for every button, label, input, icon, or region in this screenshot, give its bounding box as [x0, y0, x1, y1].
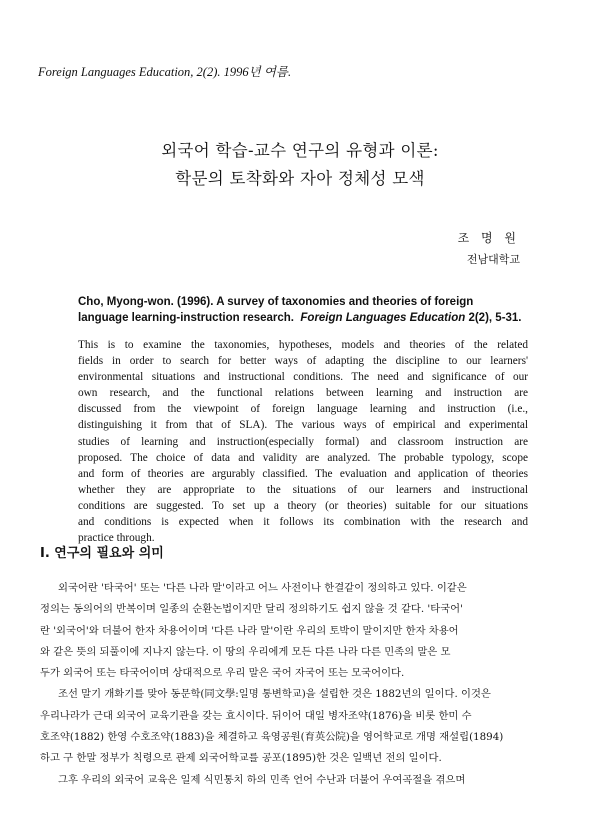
body-line: 하고 구 한말 정부가 칙령으로 관제 외국어학교를 공포(1895)한 것은 일백년 전의 일이다. [40, 752, 442, 765]
abstract-line: distinguishing it from that of SLA). The various ways of empirical and experimental [78, 419, 528, 432]
section-heading: I. 연구의 필요와 의미 [40, 546, 164, 561]
citation-journal: Foreign Languages Education [300, 312, 466, 324]
title-line-1: 외국어 학습-교수 연구의 유형과 이론: [161, 141, 439, 160]
citation-title-tail: language learning-instruction research. [78, 312, 294, 324]
abstract-line: whether they are appropriate to the situations of our learners and instructional [78, 483, 528, 496]
body-line: 우리나라가 근대 외국어 교육기관을 갖는 효시이다. 뒤이어 대일 병자조약(1876)을 비롯 한미 수 [40, 709, 472, 722]
body-line: 란 '외국어'와 더불어 한자 차용어이며 '다른 나라 말'이란 우리의 토박이 말이지만 한자 차용어 [40, 624, 459, 637]
body-line: 조선 말기 개화기를 맞아 동문학(同文學:일명 통변학교)을 설립한 것은 1882년의 일이다. 이것은 [58, 688, 491, 701]
citation-line-2 [78, 310, 528, 326]
title-line-2: 학문의 토착화와 자아 정체성 모색 [175, 169, 425, 188]
abstract-line: own research, and the functional relations between learning and instruction are [78, 387, 528, 400]
abstract-line: environmental situations and instructional conditions. The need and significance of our [78, 371, 528, 384]
body-text [40, 578, 564, 791]
abstract-line: This is to examine the taxonomies, hypotheses, models and theories of the related [78, 339, 528, 351]
citation-volume: 2(2), 5-31. [468, 312, 522, 324]
body-line: 정의는 동의어의 반복이며 일종의 순환논법이지만 달리 정의하기도 쉽지 않을 것 같다. '타국어' [40, 603, 463, 616]
abstract [78, 337, 528, 546]
body-line: 호조약(1882) 한영 수호조약(1883)을 체결하고 육영공원(育英公院)을 영어학교로 개명 재설립(1894) [40, 731, 504, 744]
citation [78, 294, 528, 326]
abstract-line: proposed. The choice of data and validity are analyzed. The probable typology, scope [78, 451, 528, 464]
abstract-line: conditions are suggested. To set up a theory (or theories) suitable for our situations [78, 499, 528, 512]
abstract-line: discussed from the viewpoint of foreign language learning and instruction (i.e., [78, 403, 528, 416]
body-line: 와 같은 뜻의 되풀이에 지나지 않는다. 이 땅의 우리에게 모든 다른 나라 다른 민족의 말은 모 [40, 645, 451, 658]
body-line: 그후 우리의 외국어 교육은 일제 식민통치 하의 민족 언어 수난과 더불어 우여곡절을 겪으며 [58, 773, 466, 786]
abstract-line: studies of learning and instruction(especially formal) and classroom instruction are [78, 435, 528, 448]
body-line: 외국어란 '타국어' 또는 '다른 나라 말'이라고 어느 사전이나 한결같이 정의하고 있다. 이같은 [58, 582, 467, 594]
author-name: 조 명 원 [457, 231, 520, 245]
abstract-line: practice through. [78, 532, 155, 545]
citation-line-1: Cho, Myong-won. (1996). A survey of taxonomies and theories of foreign [78, 296, 474, 308]
abstract-line: and form of theories are argurably classified. The evaluation and application of theories [78, 467, 528, 480]
author-affiliation: 전남대학교 [466, 253, 520, 266]
abstract-line: fields in order to search for better ways of adapting the discipline to our learners' [78, 355, 528, 368]
body-line: 두가 외국어 또는 타국어이며 상대적으로 우리 말은 국어 자국어 또는 모국어이다. [40, 667, 405, 680]
journal-header: Foreign Languages Education, 2(2). 1996년 여름. [38, 65, 292, 79]
abstract-line: and conditions is expected when it follows its combination with the research and [78, 516, 528, 529]
